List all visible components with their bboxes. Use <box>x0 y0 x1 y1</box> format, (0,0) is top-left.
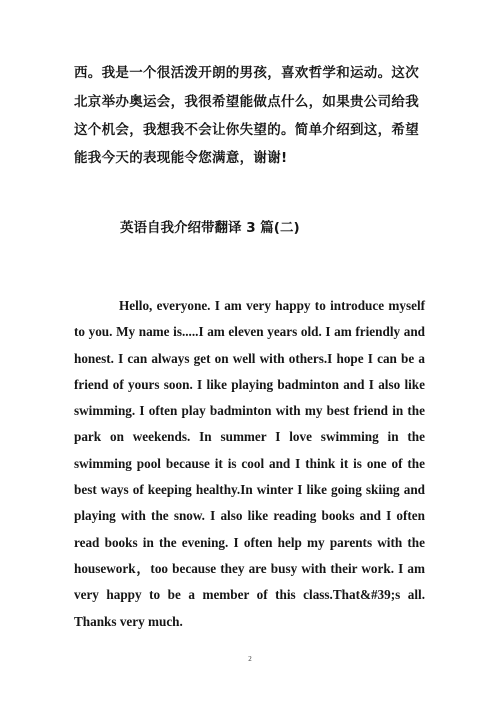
page-number: 2 <box>248 655 252 663</box>
chinese-paragraph-line-2: 北京举办奥运会，我很希望能做点什么，如果贵公司给我 <box>74 94 419 110</box>
chinese-paragraph-line-4: 能我今天的表现能令您满意，谢谢! <box>74 150 288 166</box>
chinese-paragraph-line-3: 这个机会，我想我不会让你失望的。简单介绍到这，希望 <box>74 122 419 138</box>
chinese-paragraph-line-1: 西。我是一个很活泼开朗的男孩，喜欢哲学和运动。这次 <box>74 65 419 81</box>
section-heading: 英语自我介绍带翻译 3 篇(二) <box>120 220 300 236</box>
english-paragraph: Hello, everyone. I am very happy to introduce myself to you. My name is.....I am eleven years old. I am friendly and honest. I can always get on well with others.I hope I can be a friend of yours soon. I like playing badminton and I also like swimming. I often play badminton with my best friend in the park on weekends. In summer I love swimming in the swimming pool because it is cool and I think it is one of the best ways of keeping healthy.In winter I like going skiing and playing with the snow. I also like reading books and I often read books in the evening. I often help my parents with the housework，too because they are busy with their work. I am very happy to be a member of this class.That&#39;s all. Thanks very much. <box>74 298 425 629</box>
